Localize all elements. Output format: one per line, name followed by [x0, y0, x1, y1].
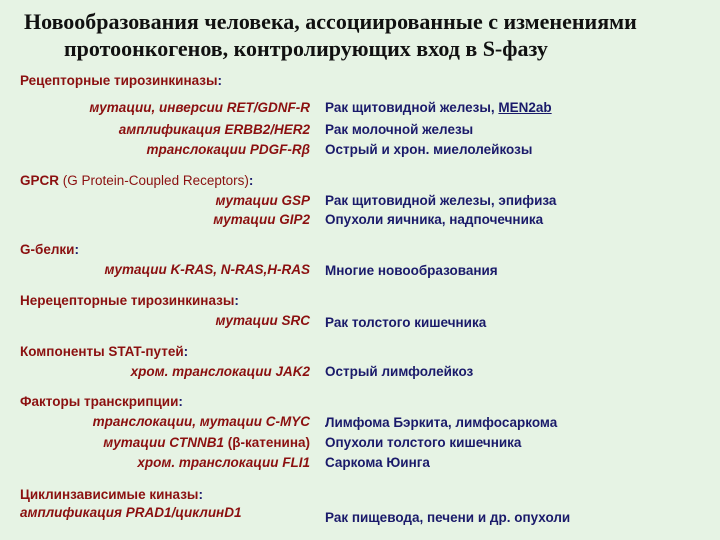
- category-nrtk: [20, 292, 239, 309]
- disease-rtk-1: [325, 99, 552, 116]
- category-rtk: [20, 72, 222, 89]
- item-gpcr-2: мутации GIP2: [213, 212, 310, 227]
- title-line-2: протоонкогенов, контролирующих вход в S-фазу: [64, 36, 548, 61]
- category-cdk: [20, 486, 203, 503]
- item-tf-3: хром. транслокации FLI1: [137, 455, 310, 470]
- disease-gpcr-2: Опухоли яичника, надпочечника: [325, 212, 544, 227]
- item-rtk-2: амплификация ERBB2/HER2: [118, 122, 310, 137]
- item-rtk-3: транслокации PDGF-Rβ: [146, 142, 310, 157]
- category-label: Нерецепторные тирозинкиназы: [20, 293, 235, 308]
- category-label: Компоненты STAT-путей: [20, 344, 184, 359]
- title-line-1: Новообразования человека, ассоциированные с изменениями: [24, 9, 637, 34]
- category-gprot: [20, 241, 79, 258]
- item-nrtk-1: мутации SRC: [215, 313, 310, 328]
- disease-cdk-1: Рак пищевода, печени и др. опухоли: [325, 510, 571, 525]
- disease-gpcr-1: Рак щитовидной железы, эпифиза: [325, 193, 557, 208]
- disease-nrtk-1: Рак толстого кишечника: [325, 315, 487, 330]
- item-note: (β-катенина): [224, 435, 310, 450]
- category-colon: :: [178, 394, 183, 409]
- slide-title: [0, 8, 720, 62]
- item-gpcr-1: мутации GSP: [215, 193, 310, 208]
- item-text: мутации CTNNB1: [103, 435, 225, 450]
- category-sub: (G Protein-Coupled Receptors): [59, 173, 249, 188]
- disease-tf-1: Лимфома Бэркита, лимфосаркома: [325, 415, 558, 430]
- category-colon: :: [74, 242, 79, 257]
- category-label: GPCR: [20, 173, 60, 188]
- item-cdk-1: амплификация PRAD1/циклинD1: [20, 505, 242, 520]
- men2ab-link[interactable]: MEN2ab: [498, 100, 552, 115]
- disease-tf-3: Саркома Юинга: [325, 455, 430, 470]
- disease-rtk-3: Острый и хрон. миелолейкозы: [325, 142, 533, 157]
- item-tf-1: транслокации, мутации C-MYC: [92, 414, 310, 429]
- category-stat: [20, 343, 188, 360]
- category-tf: [20, 393, 183, 410]
- category-colon: :: [248, 173, 254, 188]
- category-label: G-белки: [20, 242, 75, 257]
- category-colon: :: [198, 487, 203, 502]
- category-colon: :: [183, 344, 189, 359]
- category-label: Факторы транскрипции: [20, 394, 179, 409]
- category-label: Циклинзависимые киназы: [20, 487, 199, 502]
- category-gpcr: [20, 172, 253, 189]
- disease-gprot-1: Многие новообразования: [325, 263, 498, 278]
- category-label: Рецепторные тирозинкиназы: [20, 73, 218, 88]
- item-stat-1: хром. транслокации JAK2: [130, 364, 310, 379]
- category-colon: :: [234, 293, 239, 308]
- category-colon: :: [217, 73, 223, 88]
- disease-text: Рак щитовидной железы,: [325, 100, 499, 115]
- item-tf-2: [103, 434, 310, 451]
- disease-rtk-2: Рак молочной железы: [325, 122, 474, 137]
- disease-stat-1: Острый лимфолейкоз: [325, 364, 474, 379]
- item-gprot-1: мутации K-RAS, N-RAS,H-RAS: [104, 262, 310, 277]
- item-rtk-1: мутации, инверсии RET/GDNF-R: [89, 100, 310, 115]
- disease-tf-2: Опухоли толстого кишечника: [325, 435, 522, 450]
